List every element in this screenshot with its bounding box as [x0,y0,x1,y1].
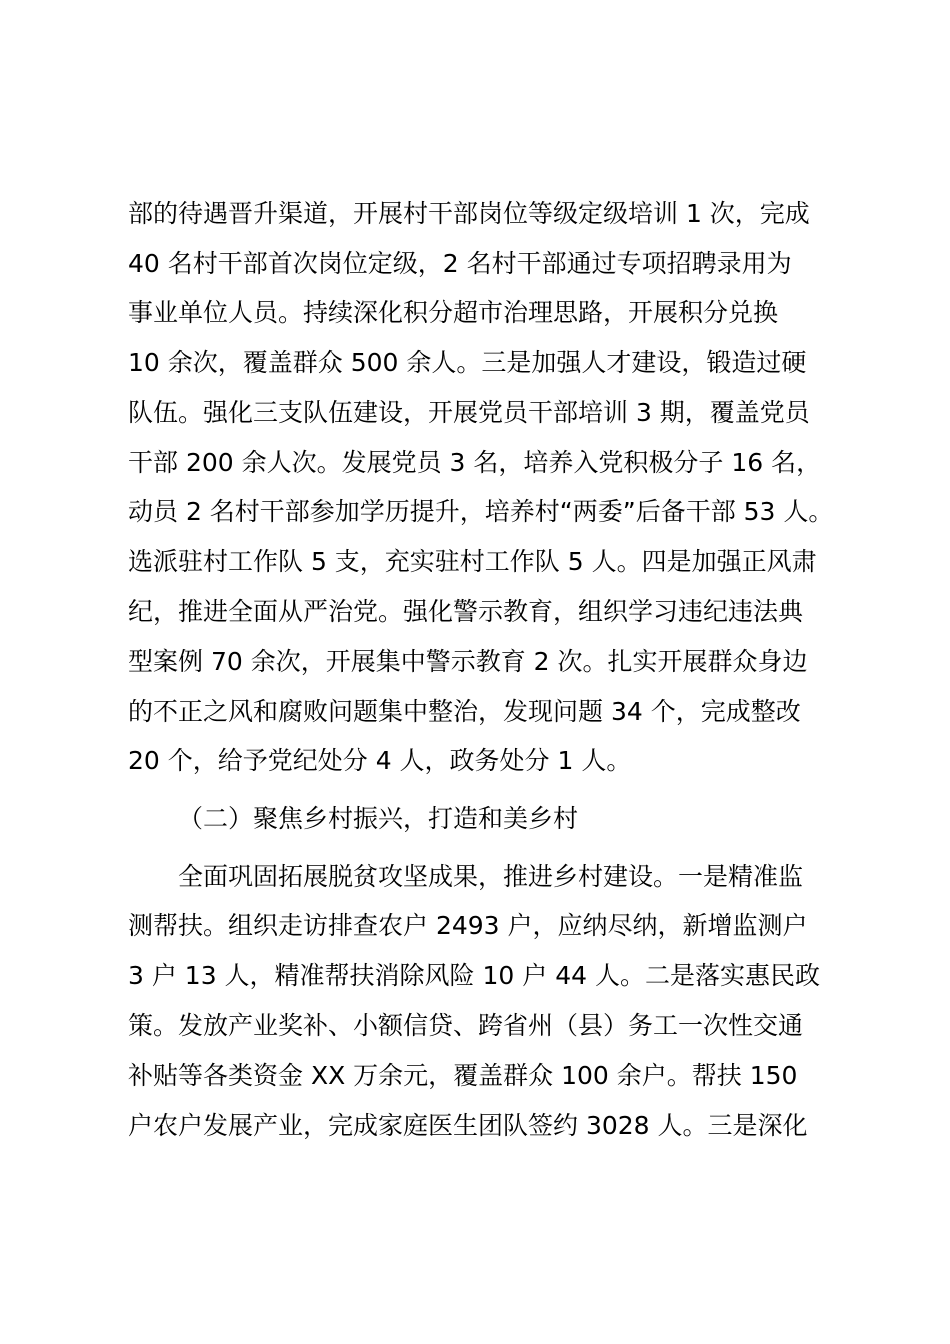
text-line: 的不正之风和腐败问题集中整治，发现问题 34 个，完成整改 [128,697,801,726]
text-line: 干部 200 余人次。发展党员 3 名，培养入党积极分子 16 名， [128,448,822,477]
text-line: 测帮扶。组织走访排查农户 2493 户，应纳尽纳，新增监测户 [128,911,808,940]
text-line: 全面巩固拓展脱贫攻坚成果，推进乡村建设。一是精准监 [178,862,804,891]
text-line: 事业单位人员。持续深化积分超市治理思路，开展积分兑换 [128,298,779,327]
text-line: 动员 2 名村干部参加学历提升，培养村“两委”后备干部 53 人。 [128,497,834,526]
text-line: 型案例 70 余次，开展集中警示教育 2 次。扎实开展群众身边 [128,647,808,676]
text-line: 20 个，给予党纪处分 4 人，政务处分 1 人。 [128,746,632,775]
section-heading: （二）聚焦乡村振兴，打造和美乡村 [178,804,579,833]
text-line: 策。发放产业奖补、小额信贷、跨省州（县）务工一次性交通 [128,1011,804,1040]
text-line: 40 名村干部首次岗位定级，2 名村干部通过专项招聘录用为 [128,249,792,278]
text-line: 补贴等各类资金 XX 万余元，覆盖群众 100 余户。帮扶 150 [128,1061,798,1090]
text-line: 10 余次，覆盖群众 500 余人。三是加强人才建设，锻造过硬 [128,348,807,377]
text-line: 3 户 13 人，精准帮扶消除风险 10 户 44 人。二是落实惠民政 [128,961,820,990]
text-line: 队伍。强化三支队伍建设，开展党员干部培训 3 期，覆盖党员 [128,398,810,427]
text-line: 选派驻村工作队 5 支，充实驻村工作队 5 人。四是加强正风肃 [128,547,817,576]
text-line: 部的待遇晋升渠道，开展村干部岗位等级定级培训 1 次，完成 [128,199,810,228]
text-line: 纪，推进全面从严治党。强化警示教育，组织学习违纪违法典 [128,597,804,626]
text-line: 户农户发展产业，完成家庭医生团队签约 3028 人。三是深化 [128,1111,808,1140]
